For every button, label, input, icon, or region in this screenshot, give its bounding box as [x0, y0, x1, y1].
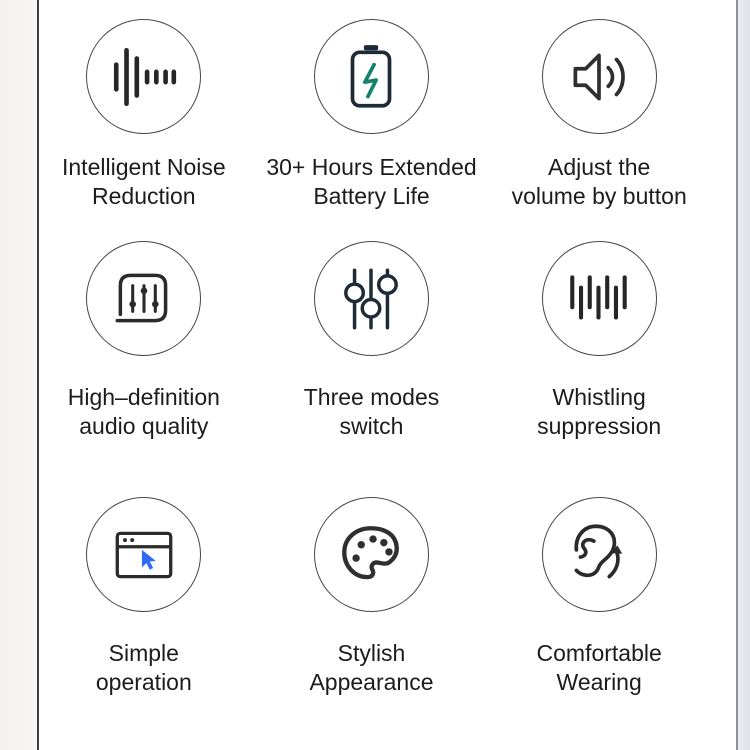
- speaker-volume-icon: [562, 40, 636, 114]
- feature-card-wearing: [485, 497, 713, 697]
- feature-label: 30+ Hours Extended Battery Life: [266, 154, 477, 209]
- feature-card-battery: [258, 19, 486, 211]
- equalizer-panel-icon: [107, 262, 181, 336]
- sliders-icon: [334, 262, 408, 336]
- feature-icon-circle: [314, 497, 429, 612]
- feature-icon-circle: [542, 497, 657, 612]
- feature-icon-circle: [542, 241, 657, 356]
- feature-row-3: [30, 497, 713, 697]
- feature-icon-circle: [86, 497, 201, 612]
- feature-label: Adjust the volume by button: [511, 154, 687, 209]
- feature-label: Stylish Appearance: [309, 640, 434, 695]
- feature-label: Whistling suppression: [537, 384, 662, 439]
- feature-card-appearance: [258, 497, 486, 697]
- feature-row-1: [30, 19, 713, 211]
- feature-row-2: [30, 241, 713, 441]
- feature-icon-circle: [86, 241, 201, 356]
- feature-icon-circle: [542, 19, 657, 134]
- feature-icon-circle: [314, 241, 429, 356]
- feature-label: Intelligent Noise Reduction: [62, 154, 226, 209]
- waveform-icon: [107, 40, 181, 114]
- ear-icon: [562, 518, 636, 592]
- feature-label: Three modes switch: [303, 384, 440, 439]
- feature-card-hd-audio: [30, 241, 258, 441]
- feature-card-whistling: [485, 241, 713, 441]
- sound-bars-icon: [562, 262, 636, 336]
- page-right-margin: [736, 0, 750, 750]
- feature-icon-circle: [86, 19, 201, 134]
- feature-label: High–definition audio quality: [67, 384, 220, 439]
- battery-charging-icon: [334, 40, 408, 114]
- feature-card-noise-reduction: [30, 19, 258, 211]
- browser-cursor-icon: [107, 518, 181, 592]
- feature-card-operation: [30, 497, 258, 697]
- feature-label: Comfortable Wearing: [536, 640, 662, 695]
- feature-icon-circle: [314, 19, 429, 134]
- feature-card-modes: [258, 241, 486, 441]
- feature-label: Simple operation: [95, 640, 192, 695]
- palette-icon: [334, 518, 408, 592]
- feature-card-volume: [485, 19, 713, 211]
